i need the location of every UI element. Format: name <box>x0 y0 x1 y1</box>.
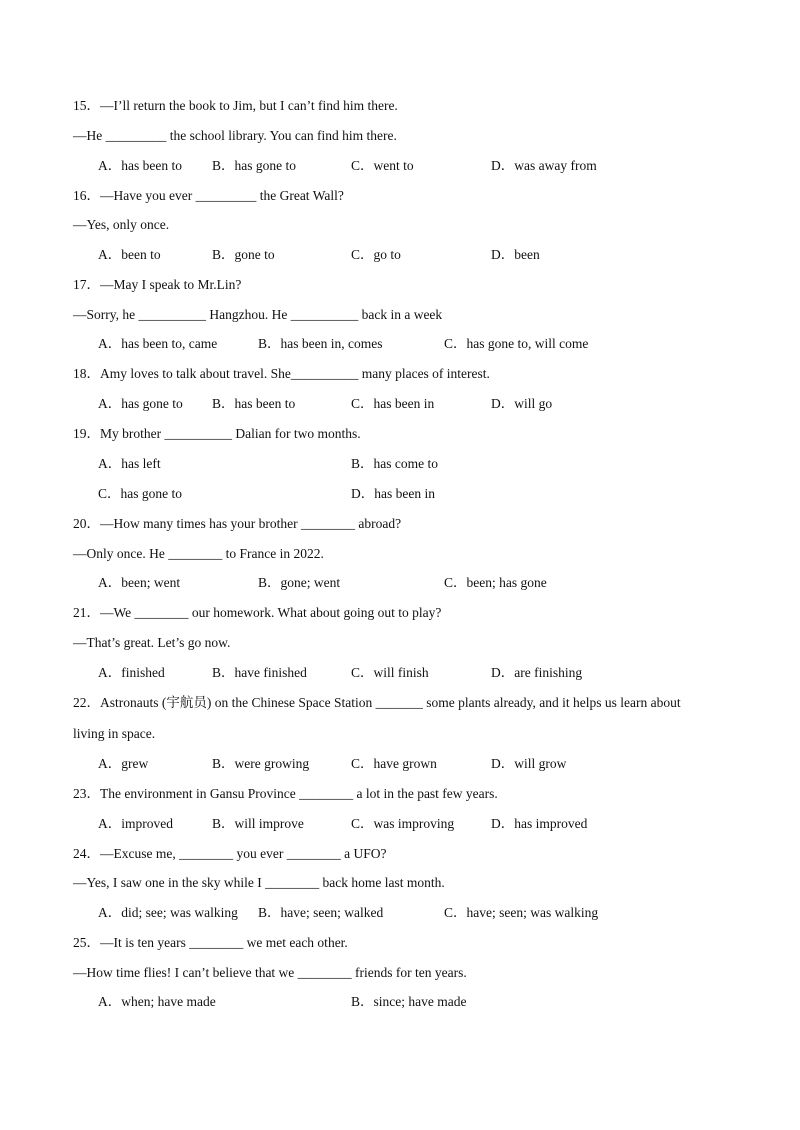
question-17-option-b: B．has been in, comes <box>258 336 383 351</box>
question-18-option-d: D．will go <box>491 396 553 411</box>
question-18-option-b: B．has been to <box>212 396 296 411</box>
question-15-option-c: C．went to <box>351 158 414 173</box>
question-16-line-2: —Yes, only once. <box>73 217 170 232</box>
question-17-line-1: 17．—May I speak to Mr.Lin? <box>73 277 242 292</box>
question-24-line-2: —Yes, I saw one in the sky while I ________ back home last month. <box>73 875 445 890</box>
question-17-option-c: C．has gone to, will come <box>444 336 589 351</box>
question-21-line-2: —That’s great. Let’s go now. <box>73 635 231 650</box>
question-17-line-2: —Sorry, he __________ Hangzhou. He __________ back in a week <box>73 307 443 322</box>
question-24-option-c: C．have; seen; was walking <box>444 905 599 920</box>
question-16-option-b: B．gone to <box>212 247 275 262</box>
question-16-option-c: C．go to <box>351 247 401 262</box>
question-19-option-c: C．has gone to <box>98 486 182 501</box>
question-21-line-1: 21．—We ________ our homework. What about going out to play? <box>73 605 442 620</box>
question-25-option-b: B．since; have made <box>351 994 467 1009</box>
question-24-line-1: 24．—Excuse me, ________ you ever ________ a UFO? <box>73 846 387 861</box>
question-19-option-a: A．has left <box>98 456 161 471</box>
question-18-option-a: A．has gone to <box>98 396 183 411</box>
question-19-option-b: B．has come to <box>351 456 438 471</box>
question-16-option-a: A．been to <box>98 247 161 262</box>
question-23-option-d: D．has improved <box>491 816 588 831</box>
question-18-line-1: 18．Amy loves to talk about travel. She__________ many places of interest. <box>73 366 490 381</box>
question-20-line-1: 20．—How many times has your brother ________ abroad? <box>73 516 402 531</box>
question-23-option-b: B．will improve <box>212 816 304 831</box>
question-15-option-d: D．was away from <box>491 158 597 173</box>
question-22-option-d: D．will grow <box>491 756 567 771</box>
question-15-option-a: A．has been to <box>98 158 182 173</box>
question-22-line-2: living in space. <box>73 726 156 741</box>
question-24-option-b: B．have; seen; walked <box>258 905 384 920</box>
question-16-line-1: 16．—Have you ever _________ the Great Wall? <box>73 188 344 203</box>
question-21-option-d: D．are finishing <box>491 665 583 680</box>
question-22-option-a: A．grew <box>98 756 149 771</box>
question-21-option-c: C．will finish <box>351 665 429 680</box>
question-24-option-a: A．did; see; was walking <box>98 905 238 920</box>
question-25-line-2: —How time flies! I can’t believe that we ________ friends for ten years. <box>73 965 467 980</box>
question-19-line-1: 19．My brother __________ Dalian for two months. <box>73 426 361 441</box>
question-15-line-1: 15．—I’ll return the book to Jim, but I can’t find him there. <box>73 98 398 113</box>
question-15-line-2: —He _________ the school library. You can find him there. <box>73 128 397 143</box>
question-22-option-b: B．were growing <box>212 756 310 771</box>
question-23-line-1: 23．The environment in Gansu Province ________ a lot in the past few years. <box>73 786 498 801</box>
question-16-option-d: D．been <box>491 247 540 262</box>
question-22-option-c: C．have grown <box>351 756 437 771</box>
question-20-option-c: C．been; has gone <box>444 575 547 590</box>
question-20-option-a: A．been; went <box>98 575 181 590</box>
question-21-option-a: A．finished <box>98 665 165 680</box>
question-18-option-c: C．has been in <box>351 396 435 411</box>
question-17-option-a: A．has been to, came <box>98 336 218 351</box>
question-19-option-d: D．has been in <box>351 486 435 501</box>
question-25-option-a: A．when; have made <box>98 994 216 1009</box>
question-20-option-b: B．gone; went <box>258 575 341 590</box>
question-23-option-a: A．improved <box>98 816 173 831</box>
question-22-line-1: 22．Astronauts (宇航员) on the Chinese Space Station _______ some plants already, and it helps us learn about <box>73 695 681 710</box>
question-25-line-1: 25．—It is ten years ________ we met each other. <box>73 935 348 950</box>
question-15-option-b: B．has gone to <box>212 158 296 173</box>
question-20-line-2: —Only once. He ________ to France in 2022. <box>73 546 324 561</box>
question-21-option-b: B．have finished <box>212 665 307 680</box>
question-23-option-c: C．was improving <box>351 816 455 831</box>
